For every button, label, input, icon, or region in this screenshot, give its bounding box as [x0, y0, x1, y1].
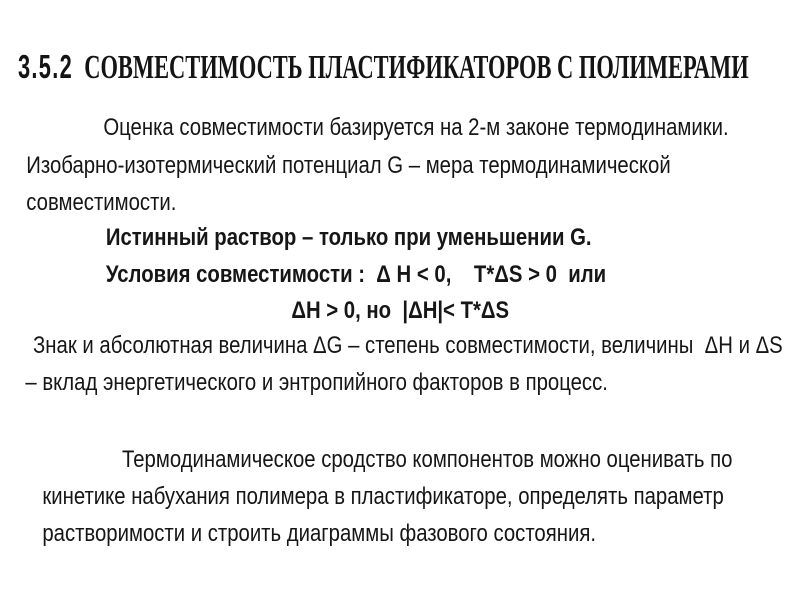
condition-line-3: ΔН > 0, но |ΔН|< T*ΔS	[291, 297, 510, 324]
affinity-line-1: Термодинамическое сродство компонентов можно оценивать по	[121, 446, 733, 473]
meaning-line-1: Знак и абсолютная величина ΔG – степень совместимости, величины ΔН и ΔS	[33, 332, 783, 359]
affinity-line-2: кинетике набухания полимера в пластификаторе, определять параметр	[42, 483, 724, 510]
title-section-number: 3.5.2	[18, 48, 74, 85]
intro-line-2: Изобарно-изотермический потенциал G – мера термодинамической	[26, 152, 671, 179]
affinity-line-3: растворимости и строить диаграммы фазового состояния.	[42, 520, 596, 547]
intro-line-1: Оценка совместимости базируется на 2-м законе термодинамики.	[103, 114, 729, 141]
meaning-line-2: – вклад энергетического и энтропийного факторов в процесс.	[25, 369, 608, 396]
title-text: СОВМЕСТИМОСТЬ ПЛАСТИФИКАТОРОВ С ПОЛИМЕРАМИ	[84, 49, 749, 86]
condition-line-2: Условия совместимости : Δ Н < 0, T*ΔS > 0 или	[105, 261, 607, 288]
condition-line-1: Истинный раствор – только при уменьшении G.	[105, 224, 592, 251]
intro-line-3: совместимости.	[26, 189, 177, 216]
